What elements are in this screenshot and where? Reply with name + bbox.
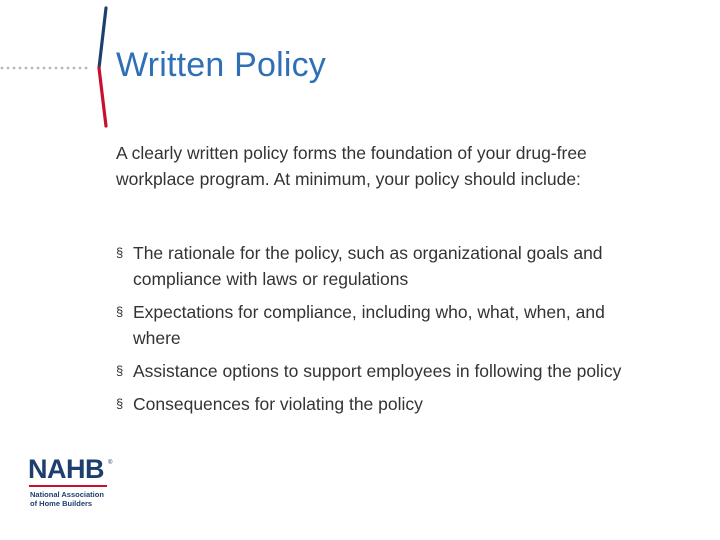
list-item [116, 299, 636, 351]
bullet-marker: § [116, 396, 124, 411]
bullet-text: Assistance options to support employees in following the policy [133, 361, 622, 381]
bullet-text: Consequences for violating the policy [133, 394, 423, 414]
logo-wordmark: NAHB [28, 454, 104, 484]
bullet-list [116, 240, 636, 424]
bullet-marker: § [116, 304, 124, 319]
list-item [116, 358, 636, 384]
logo-subtitle-line-2: of Home Builders [30, 499, 93, 508]
logo-subtitle [30, 490, 120, 508]
slide-title: Written Policy [116, 46, 327, 84]
logo-subtitle-line-1: National Association [30, 490, 104, 499]
logo-underline [29, 485, 107, 487]
intro-paragraph: A clearly written policy forms the foundation of your drug-free workplace program. At minimum, your policy should include: [116, 143, 587, 189]
list-item [116, 240, 636, 292]
slash-decoration [86, 6, 114, 128]
bullet-text: Expectations for compliance, including who, what, when, and where [133, 302, 605, 348]
bullet-marker: § [116, 363, 124, 378]
registered-mark: ® [108, 460, 113, 466]
bullet-text: The rationale for the policy, such as organizational goals and compliance with laws or regulations [133, 243, 603, 289]
list-item [116, 391, 636, 417]
nahb-logo [28, 454, 118, 516]
dotted-line-decoration [0, 66, 92, 70]
bullet-marker: § [116, 245, 124, 260]
